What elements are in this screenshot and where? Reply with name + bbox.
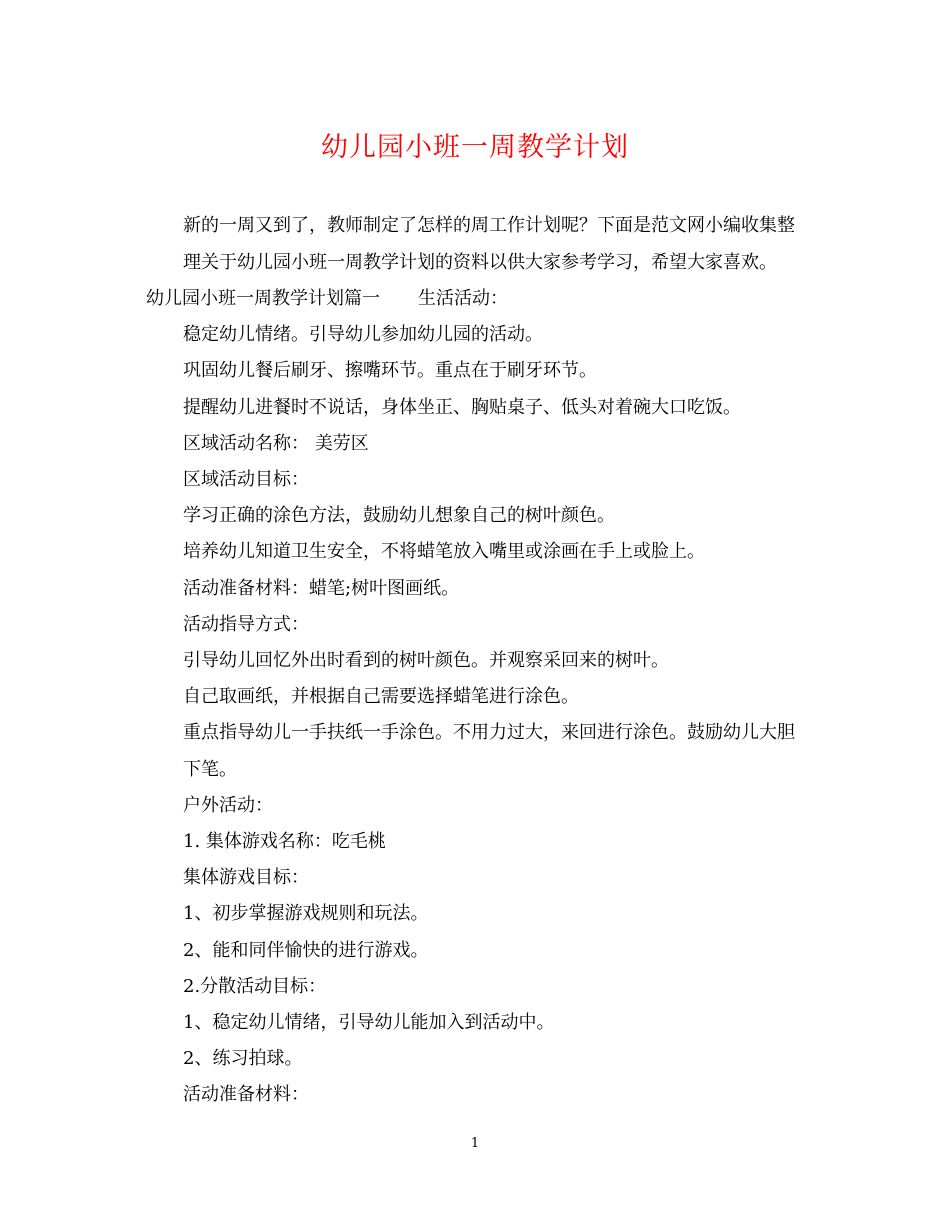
body-line: 1. 集体游戏名称：吃毛桃 bbox=[183, 831, 386, 853]
body-line: 自己取画纸，并根据自己需要选择蜡笔进行涂色。 bbox=[183, 686, 579, 708]
body-line: 活动准备材料： bbox=[183, 1084, 309, 1106]
body-line: 1、稳定幼儿情绪，引导幼儿能加入到活动中。 bbox=[183, 1012, 555, 1034]
body-line: 2、练习拍球。 bbox=[183, 1048, 303, 1070]
page-number: 1 bbox=[470, 1136, 480, 1151]
body-line: 集体游戏目标： bbox=[183, 867, 309, 889]
body-line: 户外活动： bbox=[183, 794, 273, 816]
section-subheading: 生活活动： bbox=[418, 288, 508, 309]
body-line: 1、初步掌握游戏规则和玩法。 bbox=[183, 903, 429, 925]
guidance-paragraph: 重点指导幼儿一手扶纸一手涂色。不用力过大，来回进行涂色。鼓励幼儿大胆下笔。 bbox=[183, 722, 795, 780]
body-line: 2、能和同伴愉快的进行游戏。 bbox=[183, 939, 429, 961]
body-line: 活动指导方式： bbox=[183, 613, 309, 635]
body-line: 活动准备材料：蜡笔;树叶图画纸。 bbox=[183, 577, 460, 599]
body-line: 区域活动目标： bbox=[183, 469, 309, 491]
body-line: 稳定幼儿情绪。引导幼儿参加幼儿园的活动。 bbox=[183, 324, 543, 346]
body-line: 培养幼儿知道卫生安全，不将蜡笔放入嘴里或涂画在手上或脸上。 bbox=[183, 541, 705, 563]
body-line: 巩固幼儿餐后刷牙、擦嘴环节。重点在于刷牙环节。 bbox=[183, 360, 597, 382]
body-line: 学习正确的涂色方法，鼓励幼儿想象自己的树叶颜色。 bbox=[183, 505, 615, 527]
page-title: 幼儿园小班一周教学计划 bbox=[321, 132, 629, 163]
body-line: 区域活动名称： 美劳区 bbox=[183, 432, 369, 454]
intro-paragraph: 新的一周又到了，教师制定了怎样的周工作计划呢？下面是范文网小编收集整理关于幼儿园小班一周教学计划的资料以供大家参考学习，希望大家喜欢。 bbox=[183, 215, 795, 273]
document-body bbox=[146, 208, 806, 1114]
section-heading: 幼儿园小班一周教学计划篇一 bbox=[146, 288, 380, 309]
body-line: 2.分散活动目标： bbox=[183, 975, 327, 997]
section-heading-line bbox=[146, 281, 806, 317]
body-line: 引导幼儿回忆外出时看到的树叶颜色。并观察采回来的树叶。 bbox=[183, 650, 669, 672]
body-line: 提醒幼儿进餐时不说话，身体坐正、胸贴桌子、低头对着碗大口吃饭。 bbox=[183, 396, 741, 418]
